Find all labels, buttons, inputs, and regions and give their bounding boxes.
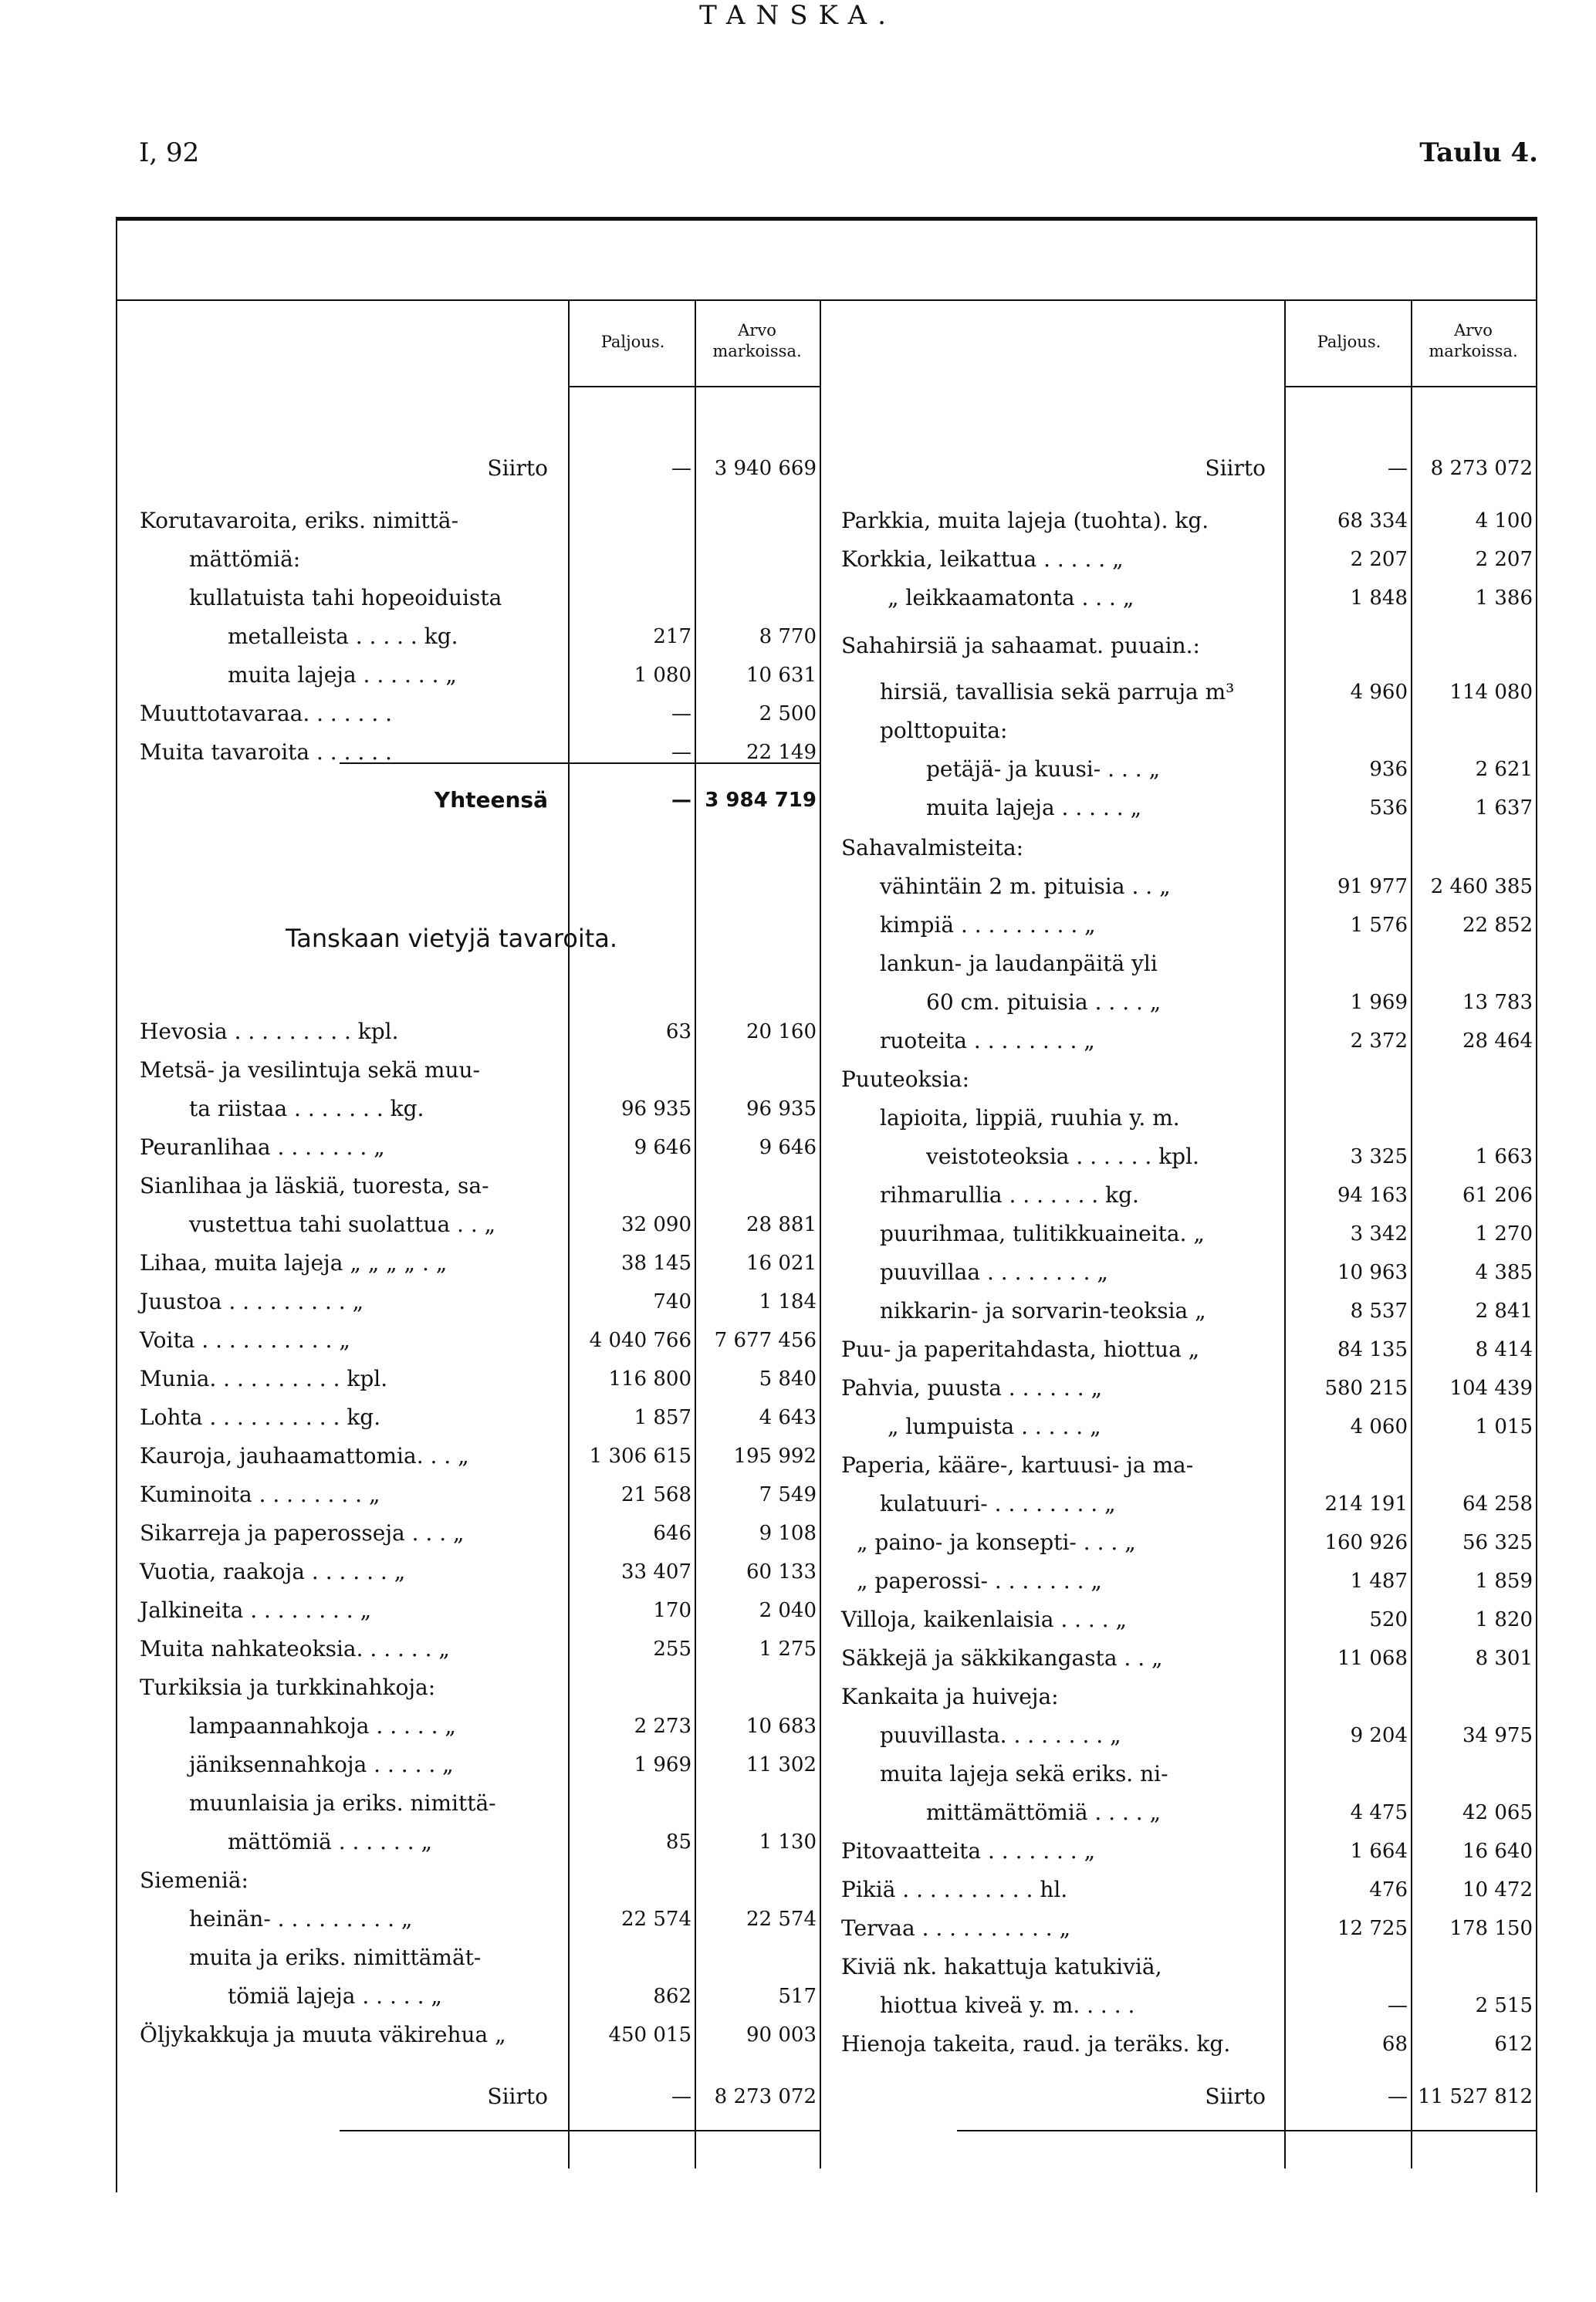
value-cell: 7 677 456 [714,1329,817,1352]
section-title: Tanskaan vietyjä tavaroita. [286,924,618,953]
quantity-cell: 1 306 615 [589,1445,691,1468]
value-cell: 8 770 [759,625,817,648]
row-label: Pikiä . . . . . . . . . . hl. [841,1877,1068,1902]
value-cell: 10 631 [746,664,817,687]
row-label: Tervaa . . . . . . . . . . „ [841,1915,1071,1941]
quantity-cell: — [1388,457,1408,480]
value-cell: 22 149 [746,741,817,764]
value-cell: 2 515 [1475,1994,1533,2017]
quantity-cell: 38 145 [621,1252,691,1275]
quantity-cell: 936 [1369,758,1408,781]
quantity-cell: 1 848 [1350,586,1408,610]
quantity-cell: 1 080 [634,664,691,687]
value-cell: 16 021 [746,1252,817,1275]
top-rule [116,217,1537,221]
quantity-cell: 450 015 [608,2023,691,2047]
row-label: Voita . . . . . . . . . . „ [140,1327,350,1353]
quantity-cell: 1 969 [1350,991,1408,1014]
right-value-header: Arvo markoissa. [1429,321,1518,360]
row-label: ruoteita . . . . . . . . „ [880,1028,1095,1053]
quantity-cell: 84 135 [1337,1338,1408,1361]
value-cell: 34 975 [1462,1724,1533,1747]
value-cell: 13 783 [1462,991,1533,1014]
quantity-cell: 1 857 [634,1406,691,1429]
row-label: veistoteoksia . . . . . . kpl. [926,1144,1199,1169]
quantity-cell: 11 068 [1337,1647,1408,1670]
page-number: I, 92 [139,137,200,168]
value-cell: 28 464 [1462,1029,1533,1053]
row-label: Lihaa, muita lajeja „ „ „ „ . „ [140,1250,448,1276]
row-label: Siirto [1205,2084,1266,2109]
value-cell: 2 500 [759,702,817,725]
row-label: Juustoa . . . . . . . . . „ [140,1289,364,1314]
value-cell: 1 663 [1475,1145,1533,1168]
value-cell: 28 881 [746,1213,817,1236]
row-label: kulatuuri- . . . . . . . . „ [880,1491,1116,1516]
row-label: Munia. . . . . . . . . . kpl. [140,1366,388,1391]
right-bottom-rule [957,2130,1536,2131]
value-cell: 3 984 719 [705,789,817,812]
quantity-cell: 1 969 [634,1753,691,1776]
row-label: Pahvia, puusta . . . . . . „ [841,1375,1103,1401]
value-cell: 61 206 [1462,1184,1533,1207]
quantity-cell: 116 800 [608,1367,691,1391]
right-value-divider [1411,301,1412,2168]
value-cell: 1 270 [1475,1222,1533,1246]
table-title: TANSKA. [699,0,897,31]
row-label: puuvillaa . . . . . . . . „ [880,1259,1108,1285]
value-cell: 22 574 [746,1908,817,1931]
row-label: 60 cm. pituisia . . . . „ [926,989,1161,1015]
value-cell: 90 003 [746,2023,817,2047]
row-label: Peuranlihaa . . . . . . . „ [140,1134,385,1160]
quantity-cell: — [671,789,691,812]
quantity-cell: 3 342 [1350,1222,1408,1246]
value-cell: 1 130 [759,1830,817,1854]
right-qty-header: Paljous. [1317,333,1381,351]
row-label: „ lumpuista . . . . . „ [888,1414,1101,1439]
row-label: Siemeniä: [140,1868,249,1893]
quantity-cell: 85 [665,1830,691,1854]
row-label: heinän- . . . . . . . . . „ [189,1906,413,1932]
value-cell: 3 940 669 [714,457,817,480]
value-cell: 4 385 [1475,1261,1533,1284]
value-cell: 7 549 [759,1483,817,1506]
row-label: kimpiä . . . . . . . . . „ [880,912,1096,938]
right-qty-divider [1284,301,1286,2168]
row-label: Turkiksia ja turkkinahkoja: [140,1675,436,1700]
quantity-cell: 2 273 [634,1715,691,1738]
value-cell: 1 015 [1475,1415,1533,1438]
value-cell: 178 150 [1449,1917,1533,1940]
quantity-cell: 4 040 766 [589,1329,691,1352]
quantity-cell: 68 [1381,2033,1408,2056]
row-label: Kankaita ja huiveja: [841,1684,1059,1709]
value-cell: 96 935 [746,1097,817,1121]
value-cell: 2 460 385 [1430,875,1533,898]
row-label: Puu- ja paperitahdasta, hiottua „ [841,1337,1200,1362]
row-label: Sahahirsiä ja sahaamat. puuain.: [841,633,1200,658]
value-cell: 1 637 [1475,796,1533,820]
row-label: muita lajeja sekä eriks. ni- [880,1761,1168,1787]
row-label: Siirto [1205,455,1266,481]
row-label: muita lajeja . . . . . . „ [228,662,457,688]
quantity-cell: 536 [1369,796,1408,820]
quantity-cell: 646 [653,1522,691,1545]
value-cell: 2 207 [1475,548,1533,571]
row-label: vähintäin 2 m. pituisia . . „ [880,874,1171,899]
row-label: „ paino- ja konsepti- . . . „ [857,1530,1136,1555]
value-cell: 517 [778,1985,817,2008]
value-cell: 195 992 [733,1445,817,1468]
row-label: Öljykakkuja ja muuta väkirehua „ [140,2022,506,2047]
quantity-cell: 32 090 [621,1213,691,1236]
row-label: lampaannahkoja . . . . . „ [189,1713,456,1739]
row-label: Jalkineita . . . . . . . . „ [140,1597,372,1623]
quantity-cell: 96 935 [621,1097,691,1121]
row-label: metalleista . . . . . kg. [228,624,458,649]
quantity-cell: 214 191 [1324,1492,1408,1516]
quantity-cell: 740 [653,1290,691,1313]
value-cell: 2 841 [1475,1300,1533,1323]
row-label: Siirto [487,2084,548,2109]
value-cell: 10 472 [1462,1878,1533,1901]
row-label: Kauroja, jauhaamattomia. . . „ [140,1443,469,1469]
quantity-cell: 68 334 [1337,509,1408,532]
value-cell: 60 133 [746,1560,817,1584]
row-label: Säkkejä ja säkkikangasta . . „ [841,1645,1163,1671]
row-label: Hienoja takeita, raud. ja teräks. kg. [841,2031,1231,2057]
value-cell: 612 [1494,2033,1533,2056]
left-qty-divider [568,301,570,2168]
value-cell: 8 414 [1475,1338,1533,1361]
quantity-cell: 33 407 [621,1560,691,1584]
value-cell: 2 040 [759,1599,817,1622]
row-label: Sianlihaa ja läskiä, tuoresta, sa- [140,1173,489,1198]
row-label: Muuttotavaraa. . . . . . . [140,701,393,726]
row-label: kullatuista tahi hopeoiduista [189,585,502,610]
row-label: Parkkia, muita lajeja (tuohta). kg. [841,508,1209,533]
quantity-cell: — [671,741,691,764]
left-header-rule [568,386,820,387]
row-label: Kuminoita . . . . . . . . „ [140,1482,380,1507]
table-reference: Taulu 4. [1419,137,1538,168]
quantity-cell: 1 576 [1350,914,1408,937]
quantity-cell: 22 574 [621,1908,691,1931]
row-label: muunlaisia ja eriks. nimittä- [189,1790,496,1816]
row-label: Villoja, kaikenlaisia . . . . „ [841,1607,1128,1632]
quantity-cell: — [671,702,691,725]
quantity-cell: 2 372 [1350,1029,1408,1053]
left-value-header: Arvo markoissa. [712,321,802,360]
value-cell: 1 859 [1475,1570,1533,1593]
row-label: puurihmaa, tulitikkuaineita. „ [880,1221,1205,1246]
value-cell: 1 275 [759,1638,817,1661]
row-label: vustettua tahi suolattua . . „ [189,1212,496,1237]
row-label: mittämättömiä . . . . „ [926,1800,1161,1825]
quantity-cell: 520 [1369,1608,1408,1631]
quantity-cell: — [671,2085,691,2108]
value-cell: 1 386 [1475,586,1533,610]
value-cell: 4 643 [759,1406,817,1429]
row-label: polttopuita: [880,718,1008,743]
value-cell: 8 273 072 [714,2085,817,2108]
row-label: Siirto [487,455,548,481]
value-cell: 22 852 [1462,914,1533,937]
quantity-cell: 862 [653,1985,691,2008]
quantity-cell: 9 646 [634,1136,691,1159]
quantity-cell: 3 325 [1350,1145,1408,1168]
row-label: mättömiä: [189,546,301,572]
value-cell: 5 840 [759,1367,817,1391]
quantity-cell: 94 163 [1337,1184,1408,1207]
row-label: muita lajeja . . . . . „ [926,795,1142,820]
center-divider [820,301,821,2168]
quantity-cell: 476 [1369,1878,1408,1901]
row-label: hiottua kiveä y. m. . . . . [880,1993,1135,2018]
row-label: Vuotia, raakoja . . . . . . „ [140,1559,406,1584]
value-cell: 9 108 [759,1522,817,1545]
row-label: Puuteoksia: [841,1066,970,1092]
left-value-divider [695,301,696,2168]
quantity-cell: — [1388,1994,1408,2017]
left-border [116,217,117,2192]
title-rule [116,299,1537,301]
value-cell: 64 258 [1462,1492,1533,1516]
value-cell: 2 621 [1475,758,1533,781]
quantity-cell: 21 568 [621,1483,691,1506]
quantity-cell: 170 [653,1599,691,1622]
value-cell: 4 100 [1475,509,1533,532]
row-label: „ paperossi- . . . . . . . „ [857,1568,1102,1594]
quantity-cell: 91 977 [1337,875,1408,898]
value-cell: 20 160 [746,1020,817,1043]
row-label: mättömiä . . . . . . „ [228,1829,433,1854]
row-label: Muita tavaroita . . . . . . [140,739,392,765]
row-label: rihmarullia . . . . . . . kg. [880,1182,1139,1208]
quantity-cell: 255 [653,1638,691,1661]
row-label: Korutavaroita, eriks. nimittä- [140,508,459,533]
quantity-cell: 63 [665,1020,691,1043]
quantity-cell: 4 960 [1350,681,1408,704]
value-cell: 9 646 [759,1136,817,1159]
row-label: Korkkia, leikattua . . . . . „ [841,546,1124,572]
quantity-cell: 10 963 [1337,1261,1408,1284]
quantity-cell: 1 664 [1350,1840,1408,1863]
value-cell: 42 065 [1462,1801,1533,1824]
quantity-cell: 4 475 [1350,1801,1408,1824]
value-cell: 10 683 [746,1715,817,1738]
value-cell: 1 820 [1475,1608,1533,1631]
row-label: Muita nahkateoksia. . . . . . „ [140,1636,450,1661]
left-qty-header: Paljous. [600,333,665,351]
value-cell: 16 640 [1462,1840,1533,1863]
row-label: Kiviä nk. hakattuja katukiviä, [841,1954,1162,1979]
right-border [1536,217,1537,2192]
value-cell: 11 302 [746,1753,817,1776]
value-cell: 8 273 072 [1430,457,1533,480]
row-label: muita ja eriks. nimittämät- [189,1945,482,1970]
row-label: Yhteensä [434,787,548,813]
value-cell: 8 301 [1475,1647,1533,1670]
row-label: Pitovaatteita . . . . . . . „ [841,1838,1096,1864]
quantity-cell: 4 060 [1350,1415,1408,1438]
row-label: petäjä- ja kuusi- . . . „ [926,756,1161,782]
row-label: „ leikkaamatonta . . . „ [888,585,1134,610]
row-label: Sahavalmisteita: [841,835,1024,860]
row-label: tömiä lajeja . . . . . „ [228,1983,442,2009]
value-cell: 56 325 [1462,1531,1533,1554]
value-cell: 11 527 812 [1418,2085,1533,2108]
quantity-cell: 12 725 [1337,1917,1408,1940]
row-label: jäniksennahkoja . . . . . „ [189,1752,454,1777]
left-bottom-rule [340,2130,820,2131]
row-label: Hevosia . . . . . . . . . kpl. [140,1019,399,1044]
row-label: nikkarin- ja sorvarin-teoksia „ [880,1298,1206,1323]
quantity-cell: 9 204 [1350,1724,1408,1747]
row-label: Paperia, kääre-, kartuusi- ja ma- [841,1452,1194,1478]
quantity-cell: 8 537 [1350,1300,1408,1323]
row-label: Lohta . . . . . . . . . . kg. [140,1405,381,1430]
quantity-cell: — [671,457,691,480]
right-header-rule [1284,386,1536,387]
quantity-cell: 2 207 [1350,548,1408,571]
row-label: Metsä- ja vesilintuja sekä muu- [140,1057,480,1083]
quantity-cell: 217 [653,625,691,648]
quantity-cell: 580 215 [1324,1377,1408,1400]
value-cell: 104 439 [1449,1377,1533,1400]
value-cell: 1 184 [759,1290,817,1313]
row-label: Sikarreja ja paperosseja . . . „ [140,1520,465,1546]
quantity-cell: 1 487 [1350,1570,1408,1593]
row-label: lapioita, lippiä, ruuhia y. m. [880,1105,1180,1131]
row-label: hirsiä, tavallisia sekä parruja m³ [880,679,1235,705]
row-label: ta riistaa . . . . . . . kg. [189,1096,424,1121]
row-label: lankun- ja laudanpäitä yli [880,951,1158,976]
quantity-cell: — [1388,2085,1408,2108]
quantity-cell: 160 926 [1324,1531,1408,1554]
value-cell: 114 080 [1449,681,1533,704]
row-label: puuvillasta. . . . . . . . „ [880,1722,1121,1748]
